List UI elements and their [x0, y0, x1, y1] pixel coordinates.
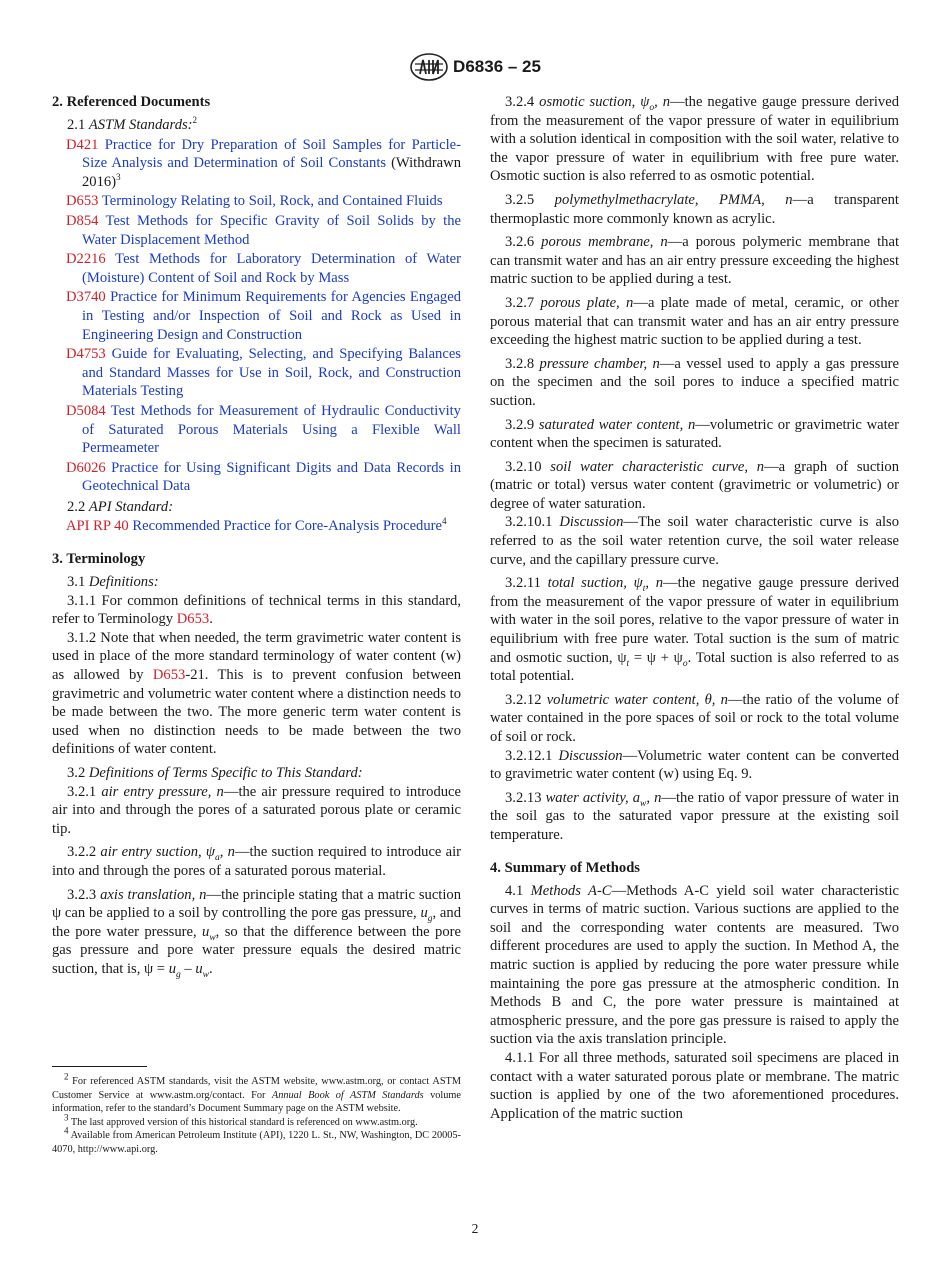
reference-item[interactable]: D653 Terminology Relating to Soil, Rock, and Contained Fluids: [66, 193, 443, 210]
reference-item-api[interactable]: API RP 40 Recommended Practice for Core-Analysis Procedure$^4$: [66, 516, 447, 535]
reference-item[interactable]: D421 Practice for Dry Preparation of Soil Samples for Particle-Size Analysis and Determination of Soil Constants (Withdrawn 2016)$^3$: [66, 136, 461, 190]
section-3-heading: 3. Terminology: [52, 551, 146, 568]
reference-item[interactable]: D3740 Practice for Minimum Requirements for Agencies Engaged in Testing and/or Inspection of Soil and Rock as Used in Engineering Design and Construction: [66, 289, 461, 343]
subsection-2-2: 2.2 API Standard:: [67, 498, 174, 515]
footnote-rule: [52, 1066, 147, 1067]
subsection-3-2: 3.2 Definitions of Terms Specific to This Standard:: [67, 765, 363, 781]
definition-3-2-10: 3.2.10 soil water characteristic curve, n—a graph of suction (matric or total) versus water content (gravimetric or volumetric) or degree of water saturation.: [490, 458, 899, 512]
subsection-3-1: 3.1 Definitions:: [67, 574, 159, 591]
page-number: 2: [471, 1221, 479, 1236]
paragraph-3-1-1: 3.1.1 For common definitions of technical terms in this standard, refer to Terminology D653.: [52, 592, 461, 628]
paragraph-3-1-2: 3.1.2 Note that when needed, the term gravimetric water content is used in place of the more standard terminology of water content (w) as allowed by D653-21. This is to prevent confusion between gravimetric and volumetric water content where a distinction needs to be made between the two. The more generic term water content is used when no distinction needs to be made between the two definitions of water content.: [52, 629, 461, 758]
left-column: [52, 93, 461, 984]
footnotes: [52, 1071, 461, 1157]
right-column: [490, 93, 899, 1128]
astm-logo-icon: [409, 52, 449, 82]
definition-3-2-9: 3.2.9 saturated water content, n—volumetric or gravimetric water content when the specimen is saturated.: [490, 416, 899, 452]
definition-3-2-8: 3.2.8 pressure chamber, n—a vessel used to apply a gas pressure on the specimen and the soil pores to induce a specified matric suction.: [490, 355, 899, 409]
definition-3-2-11: 3.2.11 total suction, $\psi_t$, n—the negative gauge pressure derived from the measurement of the vapor pressure of water in equilibrium with water in the soil pores, relative to the vapor pressure of water in equilibrium with free pure water. Total suction is the sum of matric and osmotic suction, $\psi_t = \psi + \psi_o$. Total suction is also referred to as total potential.: [490, 575, 900, 685]
footnote-4: $^4$ Available from American Petroleum Institute (API), 1220 L. St., NW, Washington, DC 20005-4070, http://www.api.org.: [52, 1125, 461, 1155]
footnote-3: $^3$ The last approved version of this historical standard is referenced on www.astm.org.: [64, 1112, 418, 1128]
reference-item[interactable]: D5084 Test Methods for Measurement of Hydraulic Conductivity of Saturated Porous Materials Using a Flexible Wall Permeameter: [66, 402, 461, 457]
paragraph-4-1-1: 4.1.1 For all three methods, saturated soil specimens are placed in contact with a water saturated porous plate or membrane. The matric suction is applied by one of the two aforementioned procedures. Application of the matric suction: [490, 1049, 899, 1122]
d653-link[interactable]: D653: [152, 667, 186, 684]
definition-3-2-5: 3.2.5 polymethylmethacrylate, PMMA, n—a transparent thermoplastic more commonly known as acrylic.: [490, 191, 899, 227]
definition-3-2-4: 3.2.4 osmotic suction, $\psi_o$, n—the negative gauge pressure derived from the measurement of the vapor pressure of water in equilibrium with a solution identical in composition with the soil water, relative to the vapor pressure of water in equilibrium with free pure water. Osmotic suction is also referred to as osmotic potential.: [490, 94, 899, 185]
document-id: D6836 – 25: [453, 57, 541, 76]
footnote-2: $^2$ For referenced ASTM standards, visit the ASTM website, www.astm.org, or contact ASTM Customer Service at www.astm.org/contact. For Annual Book of ASTM Standards volume information, refer to the standard’s Document Summary page on the ASTM website.: [52, 1071, 461, 1115]
reference-item[interactable]: D854 Test Methods for Specific Gravity of Soil Solids by the Water Displacement Method: [66, 212, 462, 248]
reference-item[interactable]: D4753 Guide for Evaluating, Selecting, and Specifying Balances and Standard Masses for Use in Soil, Rock, and Construction Materials Testing: [66, 346, 461, 400]
definition-3-2-2: 3.2.2 air entry suction, $\psi_a$, n—the suction required to introduce air into and through the pores of a saturated porous material.: [52, 844, 462, 879]
discussion-3-2-10-1: 3.2.10.1 Discussion—The soil water characteristic curve is also referred to as the soil water retention curve, the soil water release curve, and the capillary pressure curve.: [490, 514, 899, 568]
subsection-2-1: 2.1 ASTM Standards:$^2$: [67, 115, 198, 133]
section-2-heading: 2. Referenced Documents: [52, 94, 211, 110]
definition-3-2-1: 3.2.1 air entry pressure, n—the air pressure required to introduce air into and through the pores of a saturated porous plate or ceramic tip.: [52, 783, 461, 837]
definition-3-2-7: 3.2.7 porous plate, n—a plate made of metal, ceramic, or other porous material that can transmit water and has an air entry pressure exceeding the highest matric suction to be applied during a test.: [490, 294, 899, 349]
section-4-heading: 4. Summary of Methods: [490, 859, 640, 876]
page-header: [0, 52, 950, 82]
reference-item[interactable]: D2216 Test Methods for Laboratory Determination of Water (Moisture) Content of Soil and Rock by Mass: [66, 251, 461, 286]
definition-3-2-3: 3.2.3 axis translation, n—the principle stating that a matric suction ψ can be applied to a soil by controlling the pore gas pressure, $u_g$, and the pore water pressure, $u_w$, so that the difference between the pore gas pressure and pore water pressure equals the desired matric suction, that is, $\psi = u_g - u_w$.: [52, 886, 461, 980]
definition-3-2-6: 3.2.6 porous membrane, n—a porous polymeric membrane that can transmit water and has an air entry pressure exceeding the highest matric suction to be applied during a test.: [490, 234, 899, 288]
discussion-3-2-12-1: 3.2.12.1 Discussion—Volumetric water content can be converted to gravimetric water content (w) using Eq. 9.: [490, 747, 899, 783]
definition-3-2-12: 3.2.12 volumetric water content, θ, n—the ratio of the volume of water contained in the pore spaces of soil or rock to the total volume of soil or rock.: [490, 691, 899, 745]
d653-link[interactable]: D653: [176, 611, 210, 628]
definition-3-2-13: 3.2.13 water activity, $a_w$, n—the ratio of vapor pressure of water in the soil gas to the saturated vapor pressure at the existing soil temperature.: [490, 789, 899, 843]
reference-item[interactable]: D6026 Practice for Using Significant Digits and Data Records in Geotechnical Data: [66, 459, 461, 495]
paragraph-4-1: 4.1 Methods A-C—Methods A-C yield soil water characteristic curves in terms of matric suction. Various suctions are applied to the soil and the corresponding water contents are measured. Two different procedures are used to apply the suction. In Method A, the matric suction is applied by reducing the pore water pressure while maintaining the pore gas pressure at the atmospheric condition. In Methods B and C, the pore water pressure is maintained at atmospheric pressure, and the pore gas pressure is raised to apply the suction via the axis translation principle.: [490, 882, 899, 1048]
